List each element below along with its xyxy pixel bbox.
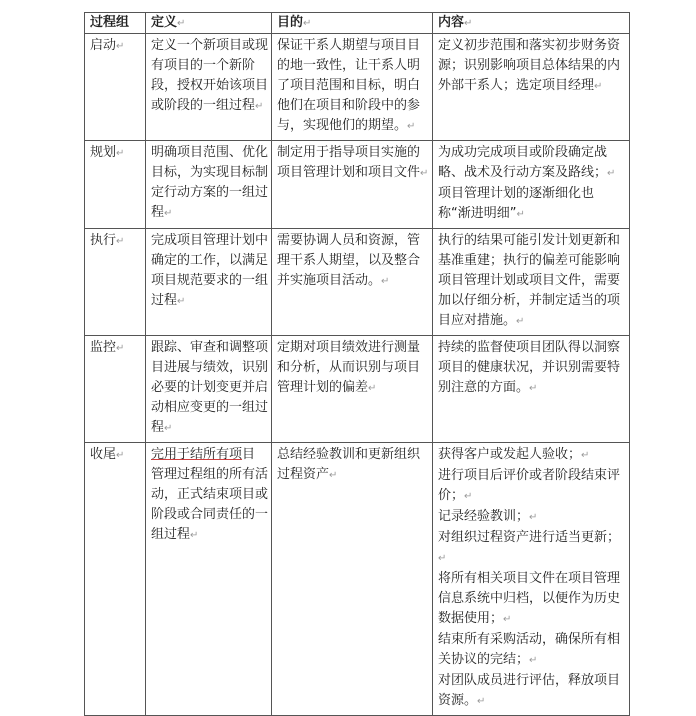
- paragraph-mark: ↵: [116, 450, 125, 461]
- purpose-cell: 定期对项目绩效进行测量和分析，从而识别与项目管理计划的偏差↵: [272, 336, 433, 443]
- group-cell: 执行↵: [85, 229, 146, 336]
- table-row: [85, 229, 630, 336]
- table-row: [85, 336, 630, 443]
- content-line: 将所有相关项目文件在项目管理信息系统中归档，以便作为历史数据使用；↵: [438, 571, 621, 626]
- content-cell: 持续的监督使项目团队得以洞察项目的健康状况，并识别需要特别注意的方面。↵: [433, 336, 630, 443]
- paragraph-mark: ↵: [477, 696, 486, 707]
- paragraph-mark: ↵: [581, 450, 590, 461]
- group-cell: 规划↵: [85, 141, 146, 229]
- content-line: 对团队成员进行评估，释放项目资源。↵: [438, 673, 621, 708]
- paragraph-mark: ↵: [407, 121, 416, 132]
- paragraph-mark: ↵: [381, 276, 390, 287]
- paragraph-mark: ↵: [516, 209, 525, 220]
- paragraph-mark: ↵: [464, 18, 473, 29]
- content-line: 结束所有采购活动，确保所有相关协议的完结；↵: [438, 632, 621, 667]
- paragraph-mark: ↵: [164, 423, 173, 434]
- paragraph-mark: ↵: [529, 383, 538, 394]
- content-line: 获得客户或发起人验收；↵: [438, 447, 590, 462]
- underlined-text: 完用于结所有项: [151, 447, 243, 462]
- definition-cell: 定义一个新项目或现有项目的一个新阶段，授权开始该项目或阶段的一组过程↵: [146, 34, 272, 141]
- definition-cell: 完用于结所有项目管理过程组的所有活动，正式结束项目或阶段或合同责任的一组过程↵: [146, 443, 272, 716]
- table-row: [85, 34, 630, 141]
- paragraph-mark: ↵: [116, 236, 125, 247]
- definition-cell: 跟踪、审查和调整项目进展与绩效，识别必要的计划变更并启动相应变更的一组过程↵: [146, 336, 272, 443]
- table-row: [85, 443, 630, 716]
- header-cell-purpose: 目的↵: [272, 13, 433, 34]
- header-cell-definition: 定义↵: [146, 13, 272, 34]
- group-cell: 启动↵: [85, 34, 146, 141]
- content-line: 进行项目后评价或者阶段结束评价；↵: [438, 468, 621, 503]
- paragraph-mark: ↵: [116, 148, 125, 159]
- paragraph-mark: ↵: [177, 18, 186, 29]
- header-cell-group: 过程组: [85, 13, 146, 34]
- paragraph-mark: ↵: [190, 530, 199, 541]
- group-cell: 收尾↵: [85, 443, 146, 716]
- process-group-table: [84, 12, 630, 716]
- paragraph-mark: ↵: [464, 491, 473, 502]
- paragraph-mark: ↵: [607, 168, 616, 179]
- paragraph-mark: ↵: [368, 383, 377, 394]
- paragraph-mark: ↵: [529, 655, 538, 666]
- content-cell: 执行的结果可能引发计划更新和基准重建；执行的偏差可能影响项目管理计划或项目文件，需要加以仔细分析，并制定适当的项目应对措施。↵: [433, 229, 630, 336]
- header-cell-content: 内容↵: [433, 13, 630, 34]
- table-row: [85, 141, 630, 229]
- content-cell: [433, 141, 630, 229]
- content-line: 对组织过程资产进行适当更新；↵: [438, 530, 621, 564]
- definition-cell: 明确项目范围、优化目标，为实现目标制定行动方案的一组过程↵: [146, 141, 272, 229]
- paragraph-mark: ↵: [116, 41, 125, 52]
- table-header-row: [85, 13, 630, 34]
- paragraph-mark: ↵: [438, 553, 447, 564]
- paragraph-mark: ↵: [255, 101, 264, 112]
- paragraph-mark: ↵: [420, 168, 429, 179]
- paragraph-mark: ↵: [116, 343, 125, 354]
- purpose-cell: 制定用于指导项目实施的项目管理计划和项目文件↵: [272, 141, 433, 229]
- group-cell: 监控↵: [85, 336, 146, 443]
- purpose-cell: 需要协调人员和资源，管理干系人期望，以及整合并实施项目活动。↵: [272, 229, 433, 336]
- paragraph-mark: ↵: [516, 316, 525, 327]
- definition-cell: 完成项目管理计划中确定的工作，以满足项目规范要求的一组过程↵: [146, 229, 272, 336]
- content-line: 项目管理计划的逐渐细化也称“渐进明细”↵: [438, 186, 595, 221]
- content-line: 为成功完成项目或阶段确定战略、战术及行动方案及路线；↵: [438, 145, 616, 180]
- paragraph-mark: ↵: [164, 208, 173, 219]
- paragraph-mark: ↵: [529, 512, 538, 523]
- paragraph-mark: ↵: [594, 81, 603, 92]
- paragraph-mark: ↵: [329, 470, 338, 481]
- purpose-cell: 总结经验教训和更新组织过程资产↵: [272, 443, 433, 716]
- content-cell: 定义初步范围和落实初步财务资源；识别影响项目总体结果的内外部干系人；选定项目经理↵: [433, 34, 630, 141]
- paragraph-mark: ↵: [503, 614, 512, 625]
- paragraph-mark: ↵: [303, 18, 312, 29]
- purpose-cell: 保证干系人期望与项目目的地一致性，让干系人明了项目范围和目标，明白他们在项目和阶段中的参与，实现他们的期望。↵: [272, 34, 433, 141]
- content-line: 记录经验教训；↵: [438, 509, 538, 524]
- content-cell: [433, 443, 630, 716]
- paragraph-mark: ↵: [177, 296, 186, 307]
